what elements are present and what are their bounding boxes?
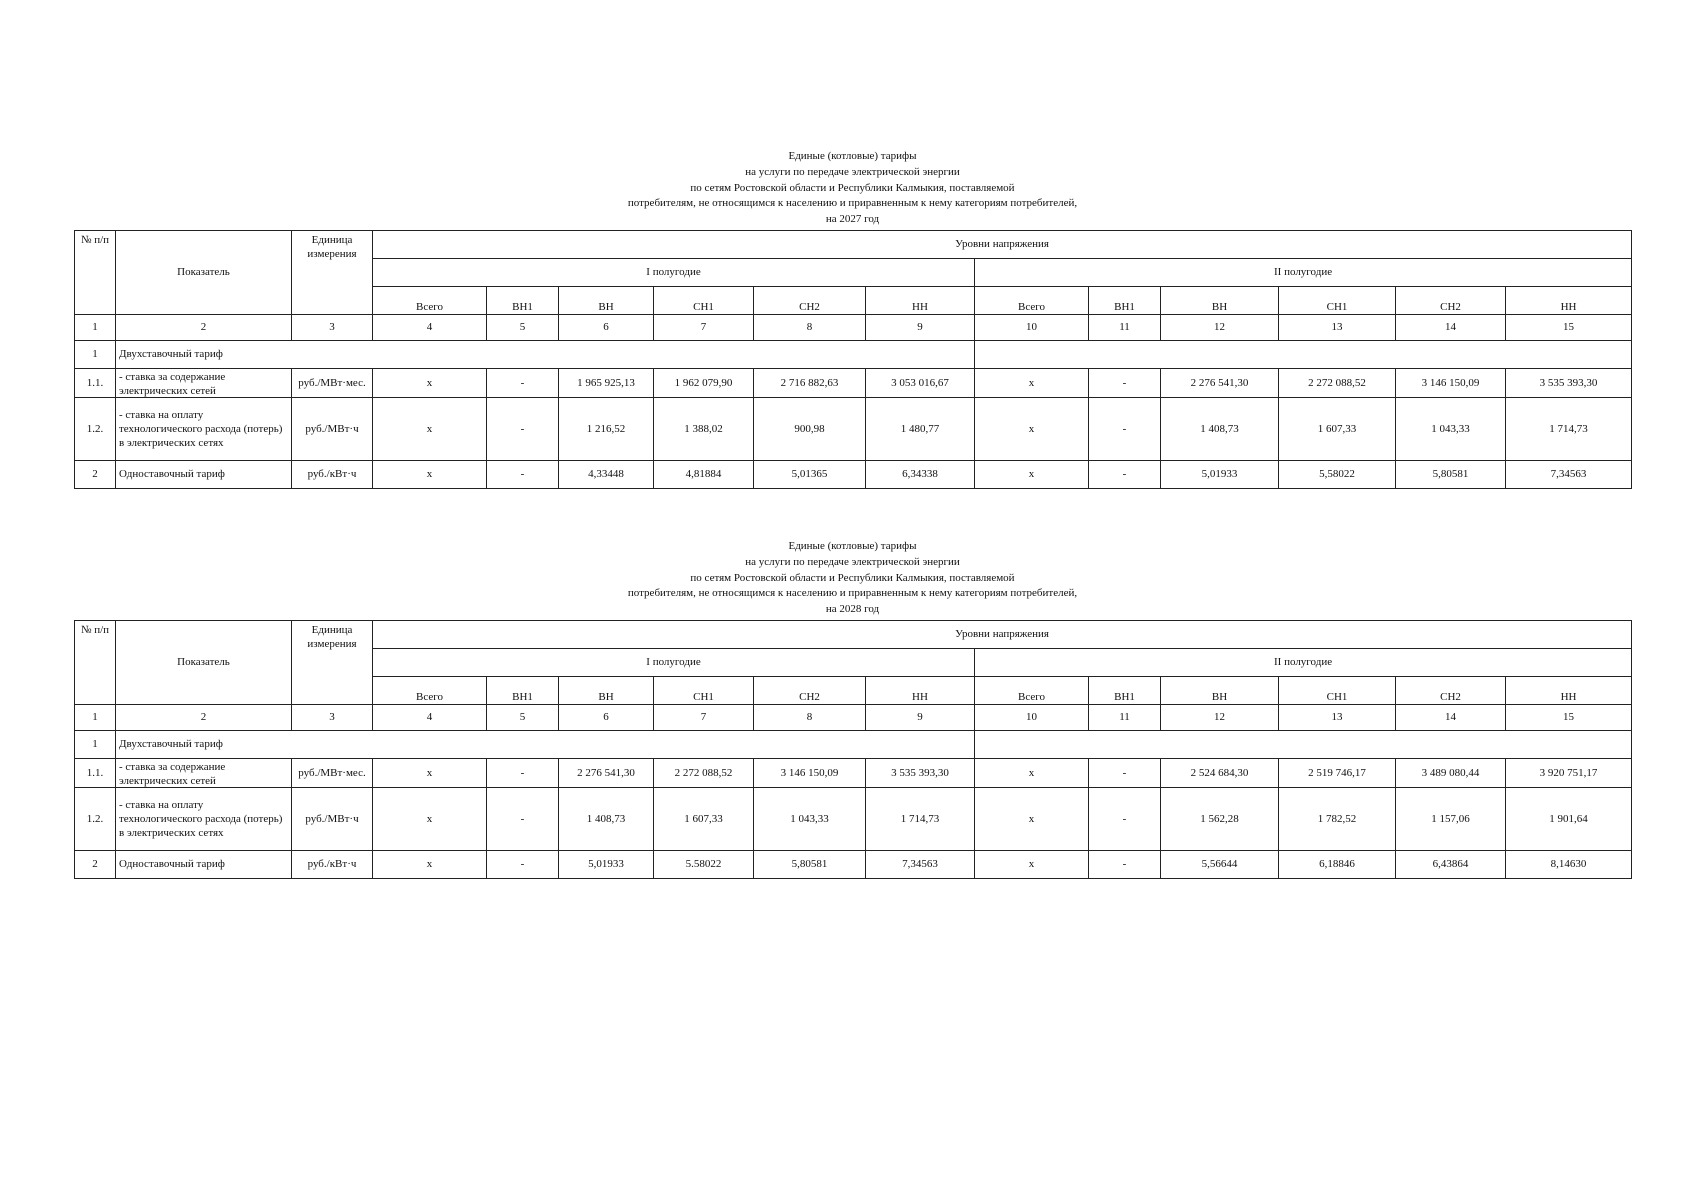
value-cell: х	[975, 787, 1089, 850]
title-line: на 2028 год	[825, 603, 880, 616]
value-cell: 3 146 150,09	[754, 758, 866, 787]
col-header: СН2	[754, 676, 866, 704]
col-header: ВН1	[1089, 286, 1161, 314]
column-number-row	[75, 704, 1632, 730]
col-header: Всего	[373, 676, 487, 704]
table-row	[75, 787, 1632, 850]
value-cell: -	[487, 850, 559, 878]
value-cell: 1 157,06	[1396, 787, 1506, 850]
table-row	[75, 340, 1632, 368]
row-label-text: - ставка за содержание электрических сетей	[119, 370, 226, 397]
tariff-block-2028	[74, 539, 1631, 879]
value-cell: х	[373, 758, 487, 787]
value-cell: 1 043,33	[754, 787, 866, 850]
title-line: на услуги по передаче электрической энергии	[745, 165, 960, 178]
value-cell: х	[373, 787, 487, 850]
column-number-row	[75, 314, 1632, 340]
table-title	[74, 539, 1631, 618]
row-unit: руб./МВт·мес.	[292, 368, 373, 397]
table-row	[75, 397, 1632, 460]
col-number: 7	[654, 314, 754, 340]
header-num: № п/п	[75, 620, 116, 704]
title-line: по сетям Ростовской области и Республики Калмыкия, поставляемой	[690, 181, 1015, 194]
value-cell: -	[487, 787, 559, 850]
value-cell: -	[1089, 397, 1161, 460]
value-cell: 4,81884	[654, 460, 754, 488]
col-number: 5	[487, 314, 559, 340]
row-label	[116, 368, 292, 397]
col-number: 13	[1279, 314, 1396, 340]
empty-cell	[975, 340, 1632, 368]
value-cell: 1 408,73	[559, 787, 654, 850]
value-cell: х	[373, 397, 487, 460]
value-cell: 1 216,52	[559, 397, 654, 460]
value-cell: 6,18846	[1279, 850, 1396, 878]
table-title	[74, 149, 1631, 228]
col-number: 8	[754, 704, 866, 730]
value-cell: 3 920 751,17	[1506, 758, 1632, 787]
value-cell: -	[1089, 787, 1161, 850]
value-cell: -	[487, 368, 559, 397]
col-number: 12	[1161, 314, 1279, 340]
tariff-table	[74, 230, 1632, 489]
col-number: 6	[559, 704, 654, 730]
value-cell: 1 965 925,13	[559, 368, 654, 397]
col-header: ВН1	[487, 286, 559, 314]
col-header: СН1	[654, 286, 754, 314]
col-number: 7	[654, 704, 754, 730]
value-cell: 1 607,33	[654, 787, 754, 850]
value-cell: 5,01365	[754, 460, 866, 488]
col-header: СН1	[1279, 286, 1396, 314]
value-cell: х	[373, 850, 487, 878]
tariff-table	[74, 620, 1632, 879]
row-num: 1.1.	[75, 368, 116, 397]
col-header: СН2	[1396, 286, 1506, 314]
row-label: - ставка на оплату технологического расхода (потерь) в электрических сетях	[116, 397, 292, 460]
header-half-2: II полугодие	[975, 648, 1632, 676]
value-cell: 1 714,73	[1506, 397, 1632, 460]
table-row	[75, 460, 1632, 488]
header-indicator: Показатель	[116, 620, 292, 704]
value-cell: х	[373, 460, 487, 488]
col-number: 3	[292, 704, 373, 730]
table-row	[75, 758, 1632, 787]
value-cell: х	[373, 368, 487, 397]
value-cell: 2 519 746,17	[1279, 758, 1396, 787]
table-row	[75, 368, 1632, 397]
value-cell: -	[1089, 758, 1161, 787]
table-row	[75, 850, 1632, 878]
col-number: 4	[373, 314, 487, 340]
value-cell: 3 535 393,30	[1506, 368, 1632, 397]
col-number: 9	[866, 314, 975, 340]
table-row	[75, 730, 1632, 758]
header-half-1: I полугодие	[373, 648, 975, 676]
value-cell: 5,01933	[559, 850, 654, 878]
col-number: 12	[1161, 704, 1279, 730]
value-cell: 1 408,73	[1161, 397, 1279, 460]
value-cell: -	[1089, 368, 1161, 397]
value-cell: 2 272 088,52	[1279, 368, 1396, 397]
header-half-2: II полугодие	[975, 258, 1632, 286]
value-cell: -	[487, 460, 559, 488]
value-cell: 7,34563	[866, 850, 975, 878]
value-cell: 8,14630	[1506, 850, 1632, 878]
value-cell: 1 388,02	[654, 397, 754, 460]
col-header: Всего	[975, 676, 1089, 704]
col-number: 14	[1396, 704, 1506, 730]
col-number: 1	[75, 314, 116, 340]
value-cell: -	[1089, 850, 1161, 878]
row-num: 2	[75, 460, 116, 488]
value-cell: 4,33448	[559, 460, 654, 488]
col-number: 10	[975, 704, 1089, 730]
title-line: по сетям Ростовской области и Республики Калмыкия, поставляемой	[690, 571, 1015, 584]
value-cell: х	[975, 397, 1089, 460]
col-header: НН	[1506, 286, 1632, 314]
value-cell: 1 607,33	[1279, 397, 1396, 460]
row-label	[116, 758, 292, 787]
col-number: 15	[1506, 314, 1632, 340]
col-header: СН2	[1396, 676, 1506, 704]
empty-cell	[975, 730, 1632, 758]
row-unit: руб./МВт·ч	[292, 397, 373, 460]
col-number: 3	[292, 314, 373, 340]
row-label: Одноставочный тариф	[116, 850, 292, 878]
value-cell: 3 146 150,09	[1396, 368, 1506, 397]
row-num: 1.2.	[75, 397, 116, 460]
row-unit: руб./кВт·ч	[292, 460, 373, 488]
value-cell: 900,98	[754, 397, 866, 460]
value-cell: 5,80581	[1396, 460, 1506, 488]
col-number: 6	[559, 314, 654, 340]
col-header: ВН	[1161, 676, 1279, 704]
row-num: 1	[75, 730, 116, 758]
value-cell: 5,56644	[1161, 850, 1279, 878]
value-cell: 7,34563	[1506, 460, 1632, 488]
header-unit: Единица измерения	[292, 620, 373, 704]
col-header: НН	[866, 286, 975, 314]
header-voltage-levels: Уровни напряжения	[373, 620, 1632, 648]
value-cell: 3 535 393,30	[866, 758, 975, 787]
col-number: 14	[1396, 314, 1506, 340]
row-unit: руб./МВт·мес.	[292, 758, 373, 787]
value-cell: 3 489 080,44	[1396, 758, 1506, 787]
col-header: ВН	[559, 286, 654, 314]
col-number: 11	[1089, 704, 1161, 730]
row-num: 1	[75, 340, 116, 368]
row-num: 1.1.	[75, 758, 116, 787]
title-line: на услуги по передаче электрической энергии	[745, 555, 960, 568]
row-num: 1.2.	[75, 787, 116, 850]
row-unit: руб./кВт·ч	[292, 850, 373, 878]
header-voltage-levels: Уровни напряжения	[373, 230, 1632, 258]
value-cell: 2 272 088,52	[654, 758, 754, 787]
col-header: ВН1	[1089, 676, 1161, 704]
title-line: Единые (котловые) тарифы	[788, 150, 917, 162]
row-label: Одноставочный тариф	[116, 460, 292, 488]
col-header: ВН	[559, 676, 654, 704]
col-header: НН	[866, 676, 975, 704]
col-number: 15	[1506, 704, 1632, 730]
value-cell: х	[975, 850, 1089, 878]
value-cell: 6,43864	[1396, 850, 1506, 878]
value-cell: 5.58022	[654, 850, 754, 878]
col-header: Всего	[373, 286, 487, 314]
value-cell: -	[487, 758, 559, 787]
col-number: 4	[373, 704, 487, 730]
row-label: - ставка на оплату технологического расхода (потерь) в электрических сетях	[116, 787, 292, 850]
value-cell: 1 714,73	[866, 787, 975, 850]
row-num: 2	[75, 850, 116, 878]
col-header: СН1	[654, 676, 754, 704]
value-cell: 2 276 541,30	[1161, 368, 1279, 397]
header-half-1: I полугодие	[373, 258, 975, 286]
col-number: 2	[116, 314, 292, 340]
value-cell: 1 901,64	[1506, 787, 1632, 850]
value-cell: -	[487, 397, 559, 460]
value-cell: 1 043,33	[1396, 397, 1506, 460]
col-number: 8	[754, 314, 866, 340]
col-number: 10	[975, 314, 1089, 340]
col-header: СН1	[1279, 676, 1396, 704]
col-header: СН2	[754, 286, 866, 314]
value-cell: х	[975, 368, 1089, 397]
value-cell: х	[975, 758, 1089, 787]
value-cell: х	[975, 460, 1089, 488]
title-line: потребителям, не относящимся к населению и приравненным к нему категориям потребителей,	[627, 587, 1078, 600]
col-number: 1	[75, 704, 116, 730]
col-header: ВН	[1161, 286, 1279, 314]
value-cell: 5,01933	[1161, 460, 1279, 488]
row-unit: руб./МВт·ч	[292, 787, 373, 850]
section-label: Двухставочный тариф	[116, 730, 975, 758]
title-line: на 2027 год	[825, 213, 880, 226]
value-cell: 1 962 079,90	[654, 368, 754, 397]
value-cell: 1 480,77	[866, 397, 975, 460]
title-line: Единые (котловые) тарифы	[788, 540, 917, 552]
section-label: Двухставочный тариф	[116, 340, 975, 368]
tariff-block-2027	[74, 149, 1631, 489]
value-cell: 6,34338	[866, 460, 975, 488]
value-cell: 3 053 016,67	[866, 368, 975, 397]
header-unit: Единица измерения	[292, 230, 373, 314]
value-cell: 2 276 541,30	[559, 758, 654, 787]
value-cell: 5,58022	[1279, 460, 1396, 488]
value-cell: 1 782,52	[1279, 787, 1396, 850]
header-indicator: Показатель	[116, 230, 292, 314]
value-cell: 2 716 882,63	[754, 368, 866, 397]
title-line: потребителям, не относящимся к населению и приравненным к нему категориям потребителей,	[627, 197, 1078, 210]
header-num: № п/п	[75, 230, 116, 314]
col-header: ВН1	[487, 676, 559, 704]
col-number: 13	[1279, 704, 1396, 730]
col-number: 9	[866, 704, 975, 730]
value-cell: 2 524 684,30	[1161, 758, 1279, 787]
value-cell: -	[1089, 460, 1161, 488]
col-header: Всего	[975, 286, 1089, 314]
value-cell: 5,80581	[754, 850, 866, 878]
col-number: 5	[487, 704, 559, 730]
col-number: 11	[1089, 314, 1161, 340]
col-number: 2	[116, 704, 292, 730]
value-cell: 1 562,28	[1161, 787, 1279, 850]
col-header: НН	[1506, 676, 1632, 704]
row-label-text: - ставка за содержание электрических сетей	[119, 760, 226, 787]
